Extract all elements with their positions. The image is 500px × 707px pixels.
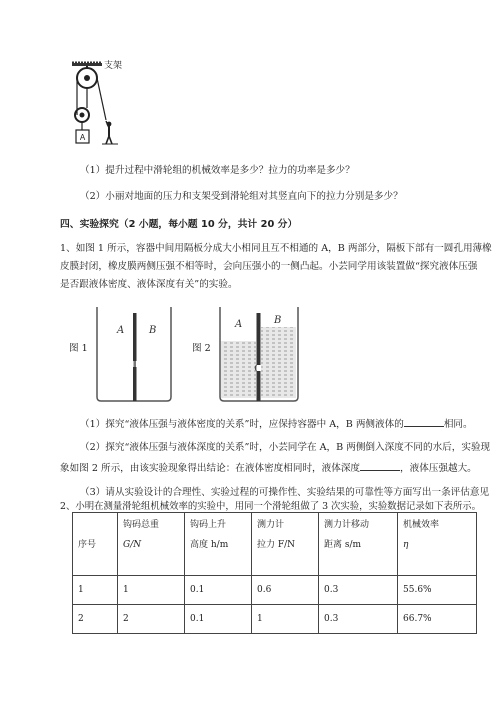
- fig2-partition-lower: [257, 371, 261, 401]
- table-row: [73, 605, 477, 634]
- fig1-membrane: [134, 361, 137, 367]
- fig1-partition-lower: [133, 367, 137, 401]
- sub-question-2-blank[interactable]: [360, 460, 400, 471]
- sub-question-1-blank[interactable]: [404, 416, 444, 427]
- person-leg-left: [106, 136, 109, 144]
- cell-force: 1: [252, 605, 319, 634]
- cell-index: 2: [73, 605, 118, 634]
- fig2-partition-upper: [257, 313, 261, 365]
- cell-distance: 0.3: [319, 576, 398, 605]
- fig2-label: 图 2: [192, 343, 211, 354]
- problem1-line-2: 皮膜封闭，橡皮膜两侧压强不相等时，会向压强小的一侧凸起。小芸同学用该装置做“探究液体压强: [60, 261, 478, 272]
- figure-2-container: [218, 305, 300, 403]
- pulley-figure: [66, 58, 136, 150]
- problem1-line-3: 是否跟液体密度、液体深度有关”的实验。: [60, 279, 238, 290]
- cell-index: 1: [73, 576, 118, 605]
- cell-height: 0.1: [185, 605, 252, 634]
- sub-question-2-post: ，液体压强越大。: [400, 463, 477, 474]
- cell-weight: 1: [118, 576, 185, 605]
- table-header-row: [73, 513, 477, 576]
- sub-question-1-pre: （1）探究“液体压强与液体密度的关系”时，应保持容器中 A，B 两侧液体的: [80, 419, 404, 430]
- sub-question-2-line-1: （2）探究“液体压强与液体深度的关系”时，小芸同学在 A，B 两侧倒入深度不同的水后，实验现: [80, 442, 491, 453]
- header-distance: 测力计移动 距离 s/m: [319, 513, 398, 576]
- problem2-intro: 2、小明在测量滑轮组机械效率的实验中，用同一个滑轮组做了 3 次实验，实验数据记录如下表所示。: [60, 501, 482, 512]
- header-index: 序号: [73, 513, 118, 576]
- sub-question-1-post: 相同。: [443, 419, 473, 430]
- cell-force: 0.6: [252, 576, 319, 605]
- fig1-label-b: B: [149, 325, 157, 336]
- fig1-label-a: A: [117, 325, 125, 336]
- cell-distance: 0.3: [319, 605, 398, 634]
- sub-question-2-pre: 象如图 2 所示，由该实验现象得出结论：在液体密度相同时，液体深度: [60, 463, 361, 474]
- header-weight: 钩码总重 G/N: [118, 513, 185, 576]
- movable-pulley-axle: [80, 113, 85, 118]
- sub-question-2-line-2: [60, 460, 477, 476]
- fig2-label-b: B: [274, 315, 282, 326]
- cell-efficiency: 55.6%: [398, 576, 477, 605]
- question-2: （2）小丽对地面的压力和支架受到滑轮组对其竖直向下的拉力分别是多少？: [80, 191, 403, 202]
- fig2-water-right: [261, 327, 296, 398]
- fig1-label: 图 1: [69, 343, 88, 354]
- question-1: （1）提升过程中滑轮组的机械效率是多少？拉力的功率是多少？: [80, 165, 355, 176]
- person-leg-right: [109, 136, 112, 144]
- fig2-label-a: A: [235, 319, 243, 330]
- header-height: 钩码上升 高度 h/m: [185, 513, 252, 576]
- cell-height: 0.1: [185, 576, 252, 605]
- cell-weight: 2: [118, 605, 185, 634]
- section-title: 四、实验探究（2 小题，每小题 10 分，共计 20 分）: [60, 219, 298, 230]
- fig2-membrane: [255, 365, 256, 371]
- header-force: 测力计 拉力 F/N: [252, 513, 319, 576]
- block-a-label: A: [79, 133, 86, 142]
- header-efficiency: 机械效率 η: [398, 513, 477, 576]
- sub-question-3: （3）请从实验设计的合理性、实验过程的可操作性、实验结果的可靠性等方面写出一条评估意见: [80, 487, 490, 498]
- figure-1-container: [95, 305, 173, 403]
- fig2-water-left: [221, 341, 256, 398]
- fixed-pulley-axle: [84, 75, 90, 81]
- sub-question-1: [80, 416, 473, 432]
- table-row: [73, 576, 477, 605]
- rope-pull: [97, 78, 106, 120]
- experiment-table: [72, 512, 477, 634]
- cell-efficiency: 66.7%: [398, 605, 477, 634]
- fig1-partition-upper: [133, 313, 137, 361]
- problem1-line-1: 1、如图 1 所示，容器中间用隔板分成大小相同且互不相通的 A，B 两部分，隔板下部有一圆孔用薄橡: [60, 243, 492, 254]
- support-label: 支架: [104, 61, 123, 71]
